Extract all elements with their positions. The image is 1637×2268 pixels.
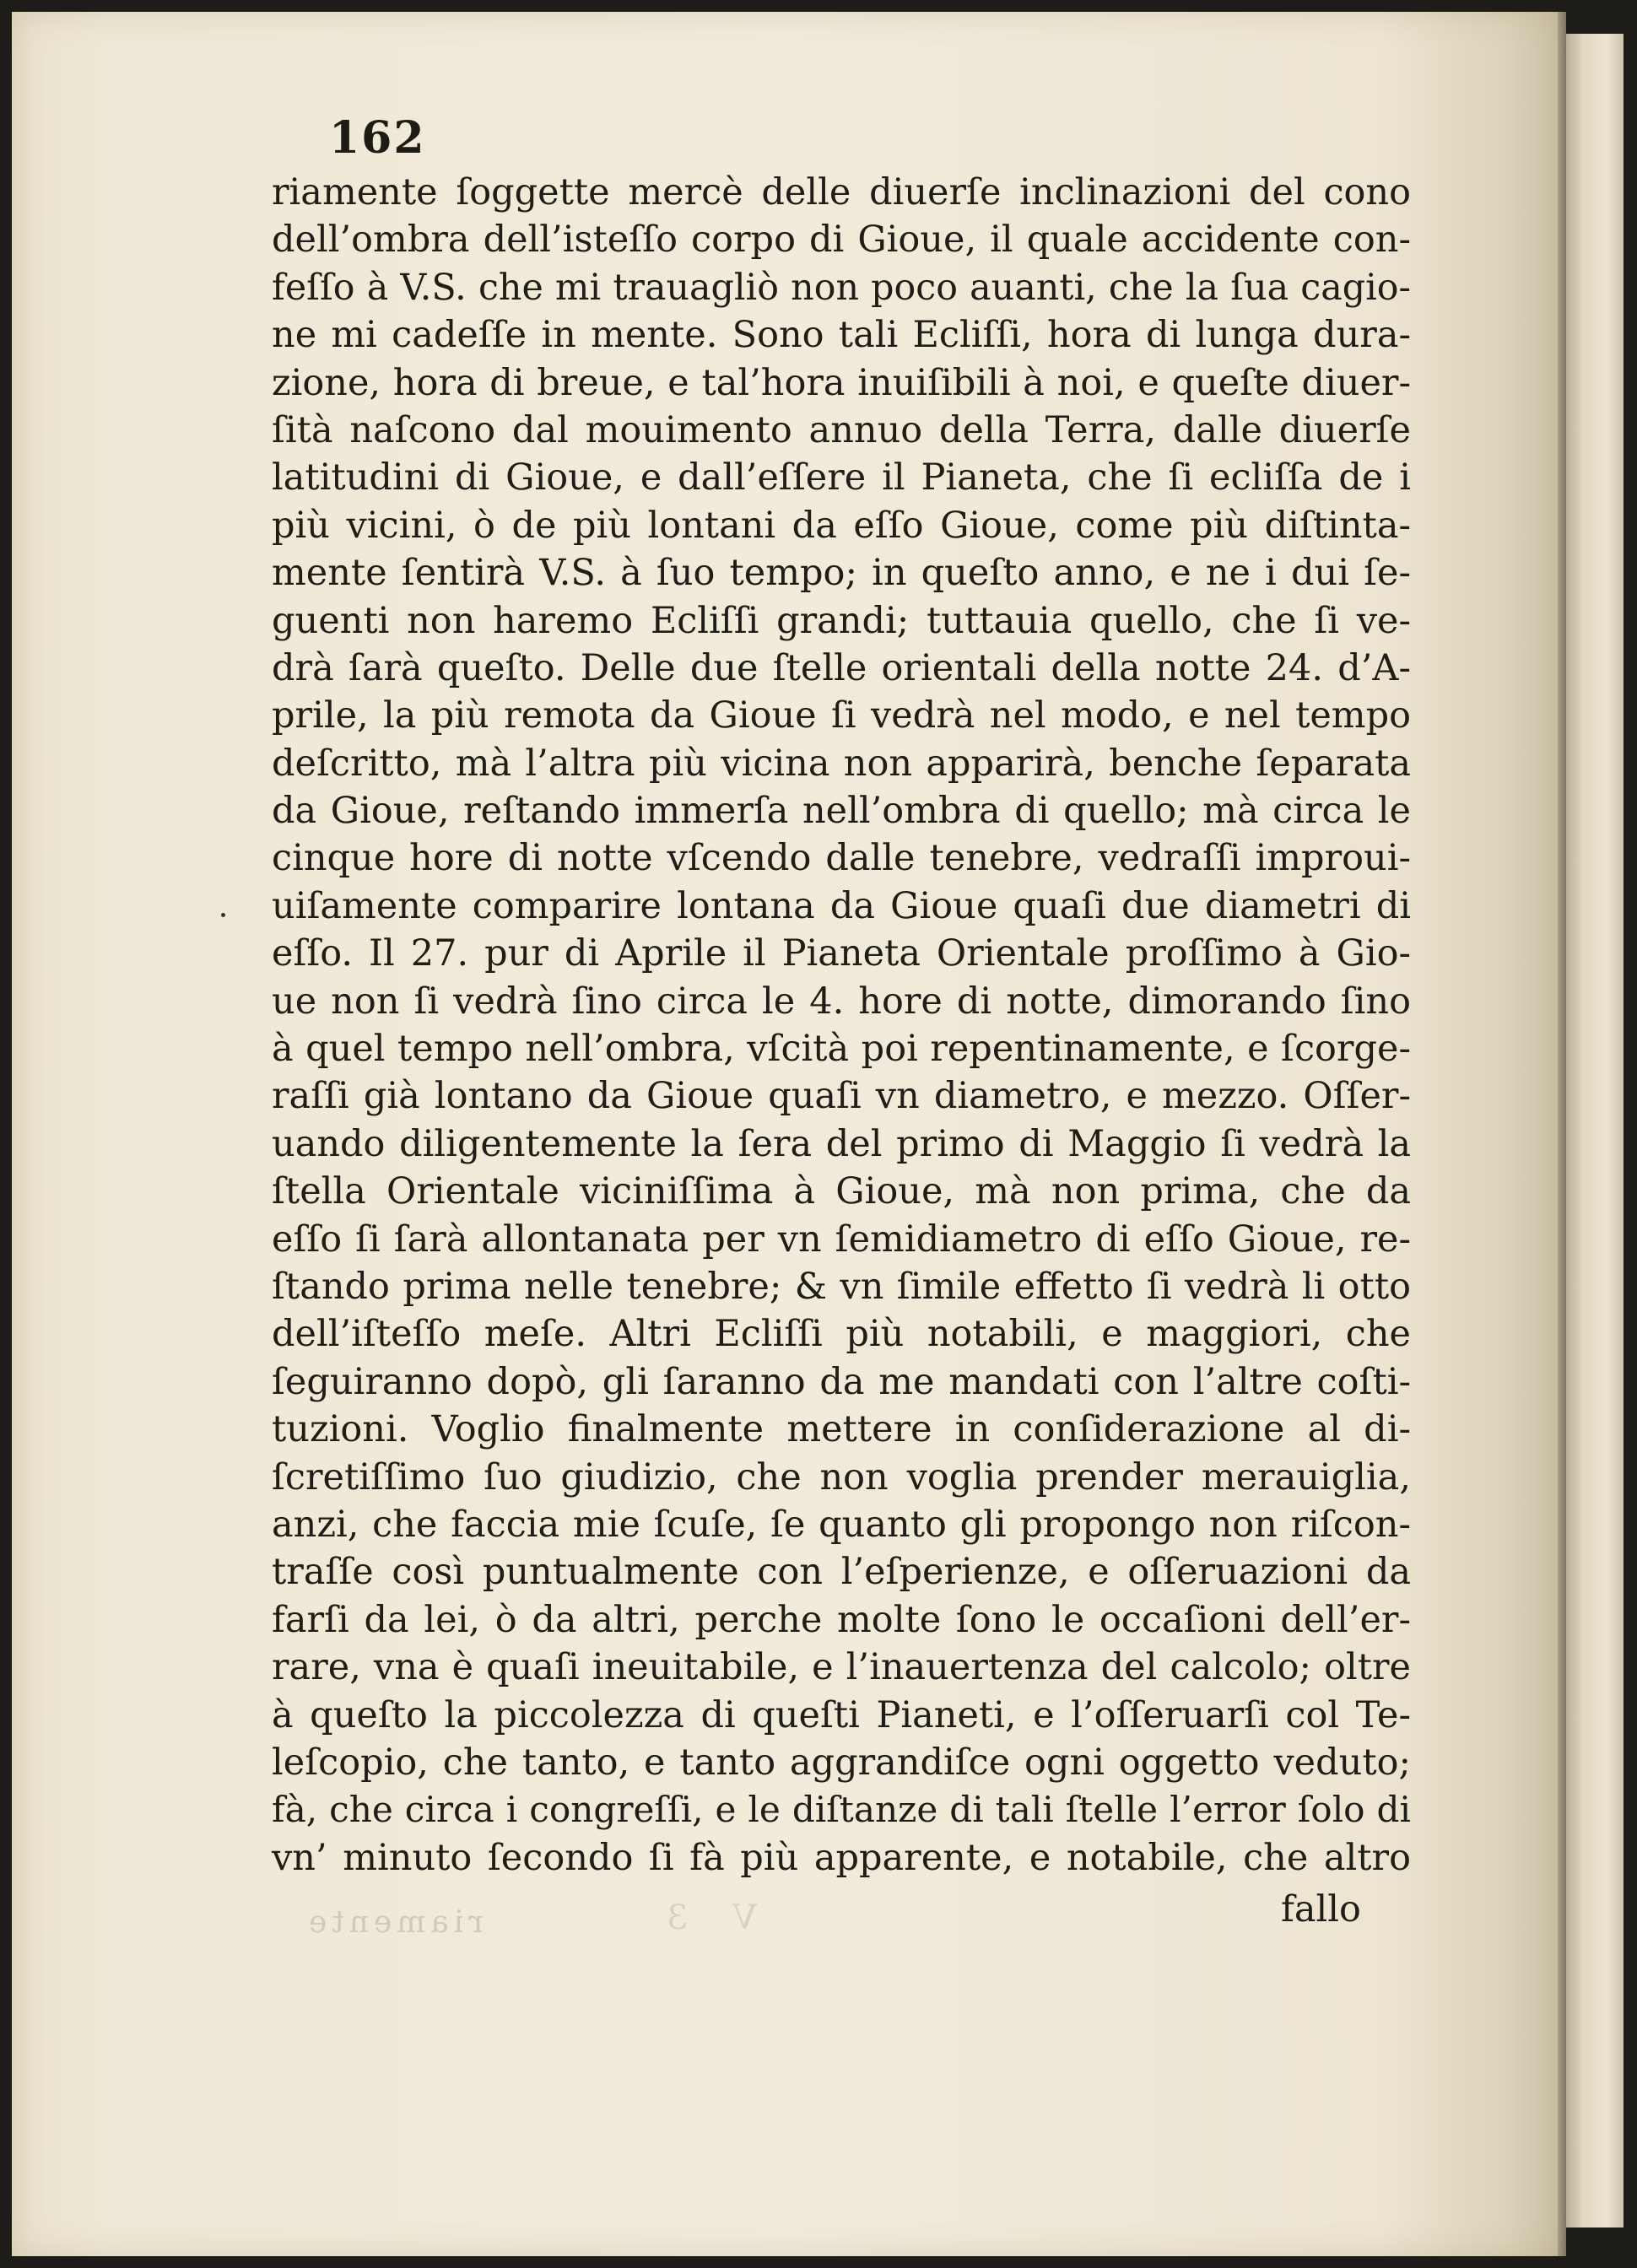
- text-line: à quel tempo nell’ombra, vſcità poi repentinamente, e ſcorge-: [272, 1028, 1411, 1071]
- text-line: ſità naſcono dal mouimento annuo della Terra, dalle diuerſe: [272, 408, 1411, 451]
- text-line: latitudini di Gioue, e dall’eſſere il Pianeta, che ſi ecliſſa de i: [272, 456, 1411, 500]
- text-line: prile, la più remota da Gioue ſi vedrà nel modo, e nel tempo: [272, 694, 1411, 737]
- text-line: mente ſentirà V.S. à ſuo tempo; in queſto anno, e ne i dui ſe-: [272, 552, 1411, 595]
- text-line: dell’ombra dell’isteſſo corpo di Gioue, il quale accidente con-: [272, 219, 1411, 262]
- page-number: 162: [329, 112, 426, 164]
- text-line: ſtando prima nelle tenebre; & vn ſimile effetto ſi vedrà li otto: [272, 1265, 1411, 1308]
- text-line: raſſi già lontano da Gioue quaſi vn diametro, e mezzo. Oſſer-: [272, 1075, 1411, 1118]
- text-line: deſcritto, mà l’altra più vicina non apparirà, benche ſeparata: [272, 742, 1411, 785]
- text-line: fà, che circa i congreſſi, e le diſtanze di tali ſtelle l’error ſolo di: [272, 1789, 1411, 1831]
- text-line: più vicini, ò de più lontani da eſſo Gioue, come più diſtinta-: [272, 504, 1411, 547]
- text-line: riamente ſoggette mercè delle diuerſe inclinazioni del cono: [272, 171, 1411, 213]
- text-line: ne mi cadeſſe in mente. Sono tali Ecliſſi, hora di lunga dura-: [272, 314, 1411, 357]
- text-line: à queſto la piccolezza di queſti Pianeti, e l’oſſeruarſi col Te-: [272, 1693, 1411, 1736]
- text-line: cinque hore di notte vſcendo dalle tenebre, vedraſſi improui-: [272, 837, 1411, 880]
- catchword: fallo: [1281, 1888, 1361, 1930]
- text-line: tuzioni. Voglio finalmente mettere in conſiderazione al di-: [272, 1408, 1411, 1451]
- show-through-text: riamente: [304, 1905, 484, 1940]
- ink-speck: [221, 913, 225, 917]
- text-line: feſſo à V.S. che mi trauagliò non poco auanti, che la ſua cagio-: [272, 266, 1411, 309]
- text-line: vn’ minuto ſecondo ſi fà più apparente, e notabile, che altro: [272, 1836, 1411, 1879]
- text-line: uiſamente comparire lontana da Gioue quaſi due diametri di: [272, 884, 1411, 927]
- show-through-signature: V 3: [650, 1898, 758, 1937]
- text-line: traſſe così puntualmente con l’eſperienze, e oſſeruazioni da: [272, 1551, 1411, 1594]
- text-line: dell’iſteſſo meſe. Altri Ecliſſi più notabili, e maggiori, che: [272, 1313, 1411, 1356]
- text-line: ſcretiſſimo ſuo giudizio, che non voglia prender merauiglia,: [272, 1455, 1411, 1498]
- text-line: leſcopio, che tanto, e tanto aggrandiſce ogni oggetto veduto;: [272, 1741, 1411, 1784]
- text-line: drà ſarà queſto. Delle due ſtelle orientali della notte 24. d’A-: [272, 646, 1411, 689]
- text-line: guenti non haremo Ecliſſi grandi; tuttauia quello, che ſi ve-: [272, 599, 1411, 642]
- text-line: eſſo ſi ſarà allontanata per vn ſemidiametro di eſſo Gioue, re-: [272, 1218, 1411, 1261]
- body-text: [272, 169, 1411, 1882]
- text-line: farſi da lei, ò da altri, perche molte ſono le occaſioni dell’er-: [272, 1598, 1411, 1641]
- text-line: ue non ſi vedrà ſino circa le 4. hore di notte, dimorando ſino: [272, 980, 1411, 1023]
- page-edge-shadow: [1558, 12, 1566, 2256]
- text-line: rare, vna è quaſi ineuitabile, e l’inauertenza del calcolo; oltre: [272, 1646, 1411, 1689]
- text-line: anzi, che faccia mie ſcuſe, ſe quanto gli propongo non riſcon-: [272, 1503, 1411, 1546]
- text-line: eſſo. Il 27. pur di Aprile il Pianeta Orientale proſſimo à Gio-: [272, 932, 1411, 975]
- text-line: zione, hora di breue, e tal’hora inuiſibili à noi, e queſte diuer-: [272, 361, 1411, 404]
- text-line: ſeguiranno dopò, gli ſaranno da me mandati con l’altre coſti-: [272, 1360, 1411, 1403]
- next-page-edge: [1566, 34, 1623, 2228]
- text-line: da Gioue, reſtando immerſa nell’ombra di quello; mà circa le: [272, 790, 1411, 833]
- text-line: uando diligentemente la ſera del primo di Maggio ſi vedrà la: [272, 1122, 1411, 1165]
- text-line: ſtella Orientale viciniſſima à Gioue, mà non prima, che da: [272, 1170, 1411, 1213]
